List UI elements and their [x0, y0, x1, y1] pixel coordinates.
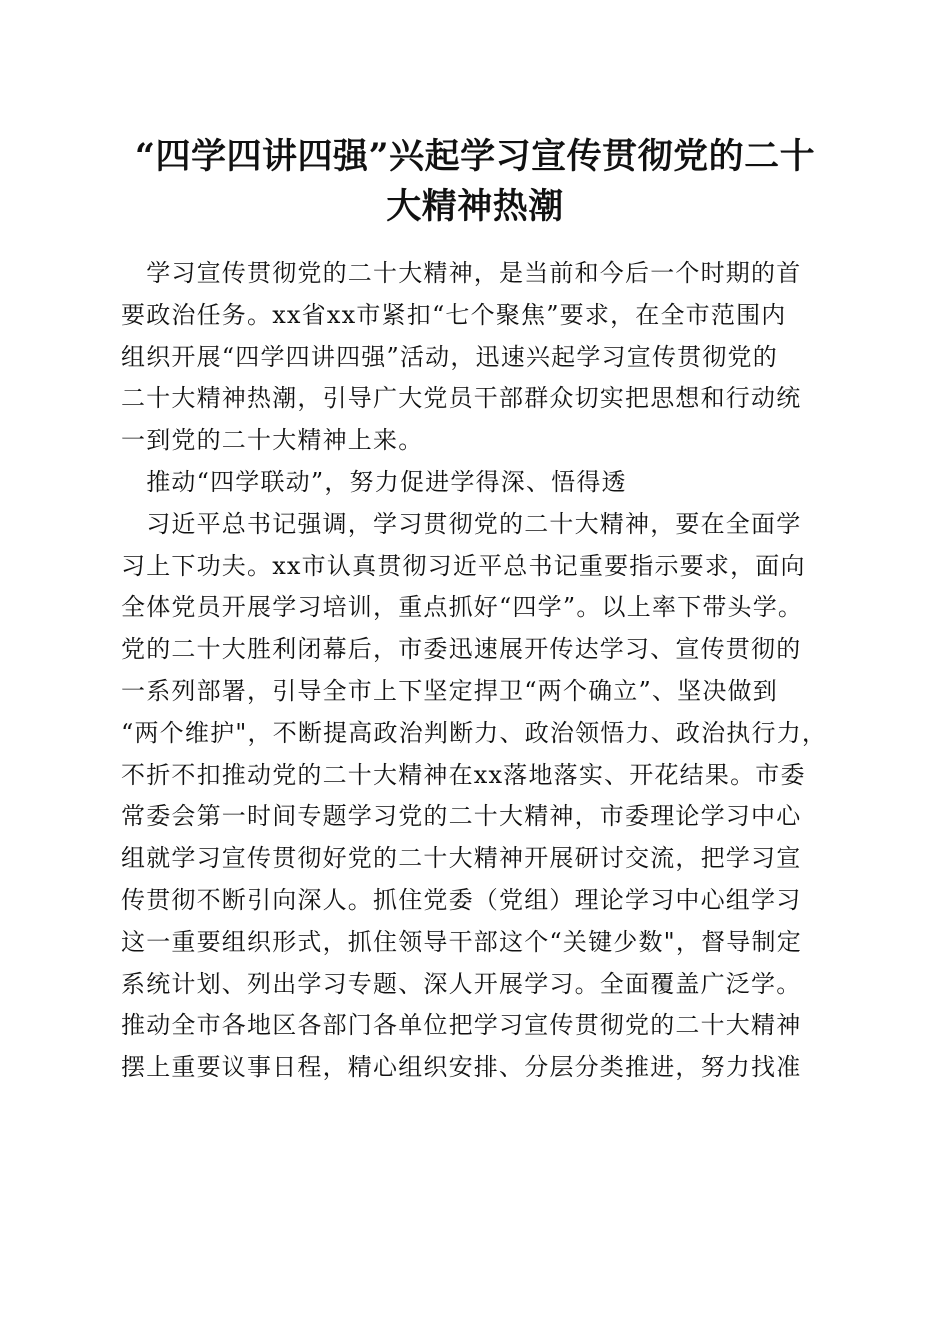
- body-line: 一系列部署，引导全市上下坚定捍卫“两个确立”、坚决做到: [121, 676, 778, 705]
- body-line: 推动全市各地区各部门各单位把学习宣传贯彻党的二十大精神: [121, 1011, 802, 1040]
- body-line: 摆上重要议事日程，精心组织安排、分层分类推进，努力找准: [121, 1053, 802, 1082]
- body-line: 系统计划、列出学习专题、深人开展学习。全面覆盖广泛学。: [121, 969, 802, 998]
- body-line: “两个维护"，不断提高政治判断力、政治领悟力、政治执行力，: [121, 718, 828, 747]
- section-heading: 推动“四学联动”，努力促进学得深、悟得透: [121, 467, 627, 496]
- document-title: [110, 132, 840, 232]
- body-line: 一到党的二十大精神上来。: [121, 426, 424, 455]
- body-line: 组织开展“四学四讲四强”活动，迅速兴起学习宣传贯彻党的: [121, 342, 778, 371]
- body-line: 二十大精神热潮，引导广大党员干部群众切实把思想和行动统: [121, 384, 802, 413]
- title-line-1: “四学四讲四强”兴起学习宣传贯彻党的二十: [134, 136, 816, 177]
- body-line: 要政治任务。xx省xx市紧扣“七个聚焦”要求，在全市范围内: [121, 300, 787, 329]
- body-line: 组就学习宣传贯彻好党的二十大精神开展研讨交流，把学习宣: [121, 844, 802, 873]
- body-line: 党的二十大胜利闭幕后，市委迅速展开传达学习、宣传贯彻的: [121, 635, 802, 664]
- body-line: 不折不扣推动党的二十大精神在xx落地落实、开花结果。市委: [121, 760, 806, 789]
- title-line-2: 大精神热潮: [386, 186, 564, 227]
- body-line: 全体党员开展学习培训，重点抓好“四学”。以上率下带头学。: [121, 593, 804, 622]
- body-line: 这一重要组织形式，抓住领导干部这个“关键少数"，督导制定: [121, 927, 802, 956]
- body-line: 传贯彻不断引向深人。抓住党委（党组）理论学习中心组学习: [121, 885, 802, 914]
- body-line: 常委会第一时间专题学习党的二十大精神，市委理论学习中心: [121, 802, 802, 831]
- body-line: 学习宣传贯彻党的二十大精神，是当前和今后一个时期的首: [121, 259, 802, 287]
- document-body: [121, 253, 841, 1089]
- body-line: 习近平总书记强调，学习贯彻党的二十大精神，要在全面学: [121, 509, 802, 538]
- body-line: 习上下功夫。xx市认真贯彻习近平总书记重要指示要求，面向: [121, 551, 806, 580]
